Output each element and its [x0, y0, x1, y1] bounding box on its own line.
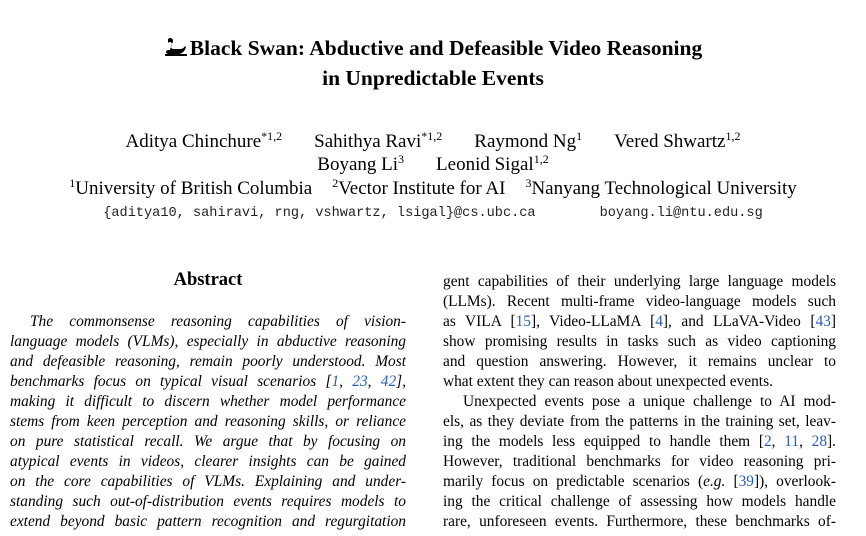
- author-affiliation-marker: 3: [398, 152, 405, 166]
- introduction-line: els, as they deviate from the patterns in the training set, leav-: [443, 413, 836, 430]
- author-affiliation-marker: *1,2: [261, 129, 283, 143]
- paper-title: [0, 33, 866, 93]
- citation-link[interactable]: 42: [380, 373, 397, 390]
- authors-row-2: [0, 153, 866, 176]
- abstract-line: The commonsense reasoning capabilities of vision-: [30, 313, 406, 330]
- affiliation: $^3$Nanyang Technological University: [525, 176, 797, 199]
- citation-link[interactable]: 4: [655, 313, 663, 330]
- author-name: Vered Shwartz$^{1,2}$: [614, 129, 741, 152]
- citation-link[interactable]: 11: [784, 433, 800, 450]
- title-text-1: Black Swan: Abductive and Defeasible Video Reasoning: [189, 36, 703, 60]
- swan-icon: [164, 36, 188, 58]
- citation-link[interactable]: 39: [738, 473, 754, 490]
- author-name: Sahithya Ravi$^{*1,2}$: [314, 129, 443, 152]
- citation-link[interactable]: 23: [352, 373, 368, 390]
- citation-link[interactable]: 43: [815, 313, 831, 330]
- introduction-line: rare, unforeseen events. Furthermore, these benchmarks of-: [443, 513, 836, 530]
- abstract-line: standing such out-of-distribution events requires models to: [10, 493, 406, 510]
- title-line-2: in Unpredictable Events: [322, 66, 544, 90]
- introduction-line: However, traditional benchmarks for video reasoning pri-: [443, 453, 836, 470]
- introduction-line: ing the models less equipped to handle them [2, 11, 28].: [443, 433, 836, 450]
- abstract-line: extend beyond basic pattern recognition and regurgitation: [10, 513, 406, 530]
- author-affiliation-marker: *1,2: [421, 129, 443, 143]
- abstract-body: [10, 312, 406, 532]
- introduction-line: (LLMs). Recent multi-frame video-language models such: [443, 293, 836, 310]
- introduction-line: ing the critical challenge of assessing how models handle: [443, 493, 836, 510]
- citation-link[interactable]: 2: [763, 433, 772, 450]
- author-name: Boyang Li$^3$: [317, 152, 405, 175]
- affiliation: $^1$University of British Columbia: [69, 176, 313, 199]
- affiliation-marker: 1: [69, 176, 76, 190]
- citation-link[interactable]: 1: [331, 373, 340, 390]
- abstract-line: language models (VLMs), especially in abductive reasoning: [10, 333, 406, 350]
- author-name: Aditya Chinchure$^{*1,2}$: [125, 129, 283, 152]
- affiliation-marker: 3: [525, 176, 532, 190]
- introduction-line: marily focus on predictable scenarios (e.g. [39]), overlook-: [443, 473, 836, 490]
- author-affiliation-marker: 1: [576, 129, 583, 143]
- author-name: Leonid Sigal$^{1,2}$: [436, 152, 549, 175]
- author-name: Raymond Ng$^1$: [474, 129, 583, 152]
- introduction-line: and question answering. However, it remains unclear to: [443, 353, 836, 370]
- abstract-line: stems from keen perception and reasoning skills, or reliance: [10, 413, 406, 430]
- email-addresses: [0, 205, 866, 223]
- citation-link[interactable]: 15: [515, 313, 531, 330]
- abstract-line: on pure statistical recall. We argue that by focusing on: [10, 433, 406, 450]
- affiliation-marker: 2: [332, 176, 339, 190]
- introduction-line: what extent they can reason about unexpected events.: [443, 373, 773, 390]
- authors-row-1: [0, 130, 866, 153]
- affiliation: $^2$Vector Institute for AI: [332, 176, 506, 199]
- introduction-body: [443, 272, 836, 532]
- introduction-line: Unexpected events pose a unique challenge to AI mod-: [463, 393, 836, 410]
- introduction-line: gent capabilities of their underlying large language models: [443, 273, 836, 290]
- introduction-line: show promising results in tasks such as video captioning: [443, 333, 836, 350]
- email-address[interactable]: {aditya10, sahiravi, rng, vshwartz, lsigal}@cs.ubc.ca: [103, 206, 536, 221]
- abstract-line: atypical events in videos, clearer insights can be gained: [10, 453, 406, 470]
- email-address[interactable]: boyang.li@ntu.edu.sg: [599, 206, 763, 221]
- abstract-heading: Abstract: [173, 270, 243, 290]
- abstract-line: on the core capabilities of VLMs. Explaining and under-: [10, 473, 406, 490]
- affiliations: [0, 177, 866, 200]
- author-affiliation-marker: 1,2: [725, 129, 741, 143]
- italic-text: e.g.: [703, 473, 726, 490]
- abstract-line: and defeasible reasoning, remain poorly understood. Most: [10, 353, 406, 370]
- title-line-1: [0, 33, 866, 63]
- abstract-line: benchmarks focus on typical visual scenarios [1, 23, 42],: [10, 373, 406, 390]
- author-affiliation-marker: 1,2: [533, 152, 549, 166]
- author-list: [0, 130, 866, 176]
- citation-link[interactable]: 28: [811, 433, 828, 450]
- introduction-line: as VILA [15], Video-LLaMA [4], and LLaVA-Video [43]: [443, 313, 836, 330]
- abstract-line: making it difficult to discern whether model performance: [10, 393, 406, 410]
